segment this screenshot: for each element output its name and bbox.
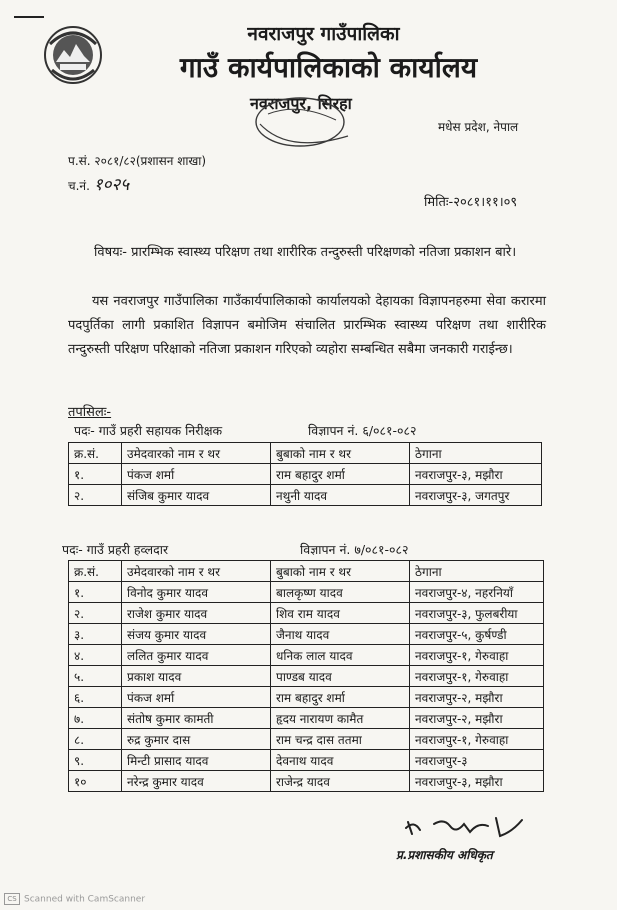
scanner-watermark [4,893,145,905]
camscanner-badge: CS [4,893,20,905]
office-name: गाउँ कार्यपालिकाको कार्यालय [179,51,478,84]
column-header: बुबाको नाम र थर [271,561,410,582]
address-cell: नवराजपुर-४, नहरनियाँ [410,582,544,603]
serial-cell: १. [69,582,122,603]
father-name-cell: बालकृष्ण यादव [271,582,410,603]
letter-date: मितिः-२०८१।११।०९ [424,195,518,210]
table-row [69,708,544,729]
province-address: मधेस प्रदेश, नेपाल [438,120,519,134]
table-row [69,464,542,485]
candidate-name-cell: संजिब कुमार यादव [122,485,271,506]
serial-cell: १० [69,771,122,792]
dispatch-value: १०२५ [93,175,130,195]
signatory-title: प्र.प्रशासकीय अधिकृत [396,848,493,862]
candidate-name-cell: संतोष कुमार कामती [122,708,271,729]
table-row [69,645,544,666]
serial-cell: ५. [69,666,122,687]
serial-cell: ६. [69,687,122,708]
candidate-name-cell: प्रकाश यादव [122,666,271,687]
father-name-cell: राम चन्द्र दास ततमा [271,729,410,750]
serial-cell: २. [69,485,122,506]
candidate-name-cell: संजय कुमार यादव [122,624,271,645]
watermark-text: Scanned with CamScanner [24,894,146,905]
father-name-cell: राम बहादुर शर्मा [271,687,410,708]
section1-post-title: पदः- गाउँ प्रहरी सहायक निरीक्षक [74,423,223,438]
father-name-cell: राजेन्द्र यादव [271,771,410,792]
office-location: नवराजपुर, सिरहा [250,94,352,113]
dispatch-label: च.नं. [68,179,90,193]
letter-subject: विषयः- प्रारम्भिक स्वास्थ्य परिक्षण तथा शारीरिक तन्दुरुस्ती परिक्षणको नतिजा प्रकाशन बारे। [94,245,517,260]
table-header-row [69,561,544,582]
father-name-cell: शिव राम यादव [271,603,410,624]
father-name-cell: देवनाथ यादव [271,750,410,771]
table-row [69,624,544,645]
address-cell: नवराजपुर-३, मझौरा [410,464,542,485]
address-cell: नवराजपुर-३ [410,750,544,771]
candidate-name-cell: राजेश कुमार यादव [122,603,271,624]
signature-scribble [400,812,530,844]
serial-cell: ८. [69,729,122,750]
column-header: बुबाको नाम र थर [271,443,410,464]
address-cell: नवराजपुर-३, जगतपुर [410,485,542,506]
column-header: उमेदवारको नाम र थर [122,561,271,582]
address-cell: नवराजपुर-२, मझौरा [410,708,544,729]
serial-cell: ७. [69,708,122,729]
corner-mark [14,16,44,18]
address-cell: नवराजपुर-१, गेरुवाहा [410,645,544,666]
address-cell: नवराजपुर-१, गेरुवाहा [410,729,544,750]
candidate-name-cell: रुद्र कुमार दास [122,729,271,750]
candidate-name-cell: ललित कुमार यादव [122,645,271,666]
table-row [69,582,544,603]
table-row [69,603,544,624]
details-heading: तपसिलः- [68,405,112,420]
address-cell: नवराजपुर-५, कुर्षण्डी [410,624,544,645]
letter-body: यस नवराजपुर गाउँपालिका गाउँकार्यपालिकाको कार्यालयको देहायका विज्ञापनहरुमा सेवा करारमा पदपुर्तिका लागी प्रकाशित विज्ञापन बमोजिम संचालित प्रारम्भिक स्वास्थ्य परिक्षण तथा शारीरिक तन्दुरुस्ती परिक्षण परिक्षाको नतिजा प्रकाशन गरिएको व्यहोरा सम्बन्धित सबैमा जनकारी गराईन्छ। [68,294,546,357]
column-header: ठेगाना [410,443,542,464]
table-row [69,666,544,687]
municipality-name: नवराजपुर गाउँपालिका [247,23,400,45]
letter-reference-number: प.सं. २०८१/८२(प्रशासन शाखा) [68,154,207,168]
candidate-name-cell: पंकज शर्मा [122,464,271,485]
office-stamp [238,94,358,162]
father-name-cell: राम बहादुर शर्मा [271,464,410,485]
address-cell: नवराजपुर-१, गेरुवाहा [410,666,544,687]
table-header-row [69,443,542,464]
father-name-cell: जैनाथ यादव [271,624,410,645]
serial-cell: ४. [69,645,122,666]
results-table-1 [68,442,542,506]
serial-cell: १. [69,464,122,485]
candidate-name-cell: मिन्टी प्रासाद यादव [122,750,271,771]
dispatch-number [68,172,129,195]
section2-advert-number: विज्ञापन नं. ७/०८१-०८२ [300,542,409,557]
column-header: क्र.सं. [69,443,122,464]
candidate-name-cell: विनोद कुमार यादव [122,582,271,603]
address-cell: नवराजपुर-३, फुलबरीया [410,603,544,624]
column-header: उमेदवारको नाम र थर [122,443,271,464]
results-table-2 [68,560,544,792]
address-cell: नवराजपुर-३, मझौरा [410,771,544,792]
father-name-cell: हृदय नारायण कामैत [271,708,410,729]
column-header: क्र.सं. [69,561,122,582]
column-header: ठेगाना [410,561,544,582]
serial-cell: ९. [69,750,122,771]
table-row [69,771,544,792]
section1-advert-number: विज्ञापन नं. ६/०८१-०८२ [308,423,417,438]
father-name-cell: पाण्डब यादव [271,666,410,687]
father-name-cell: धनिक लाल यादव [271,645,410,666]
table-row [69,687,544,708]
candidate-name-cell: नरेन्द्र कुमार यादव [122,771,271,792]
address-cell: नवराजपुर-२, मझौरा [410,687,544,708]
candidate-name-cell: पंकज शर्मा [122,687,271,708]
serial-cell: २. [69,603,122,624]
table-row [69,485,542,506]
section2-post-title: पदः- गाउँ प्रहरी हव्लदार [62,542,169,557]
father-name-cell: नथुनी यादव [271,485,410,506]
table-row [69,729,544,750]
table-row [69,750,544,771]
serial-cell: ३. [69,624,122,645]
